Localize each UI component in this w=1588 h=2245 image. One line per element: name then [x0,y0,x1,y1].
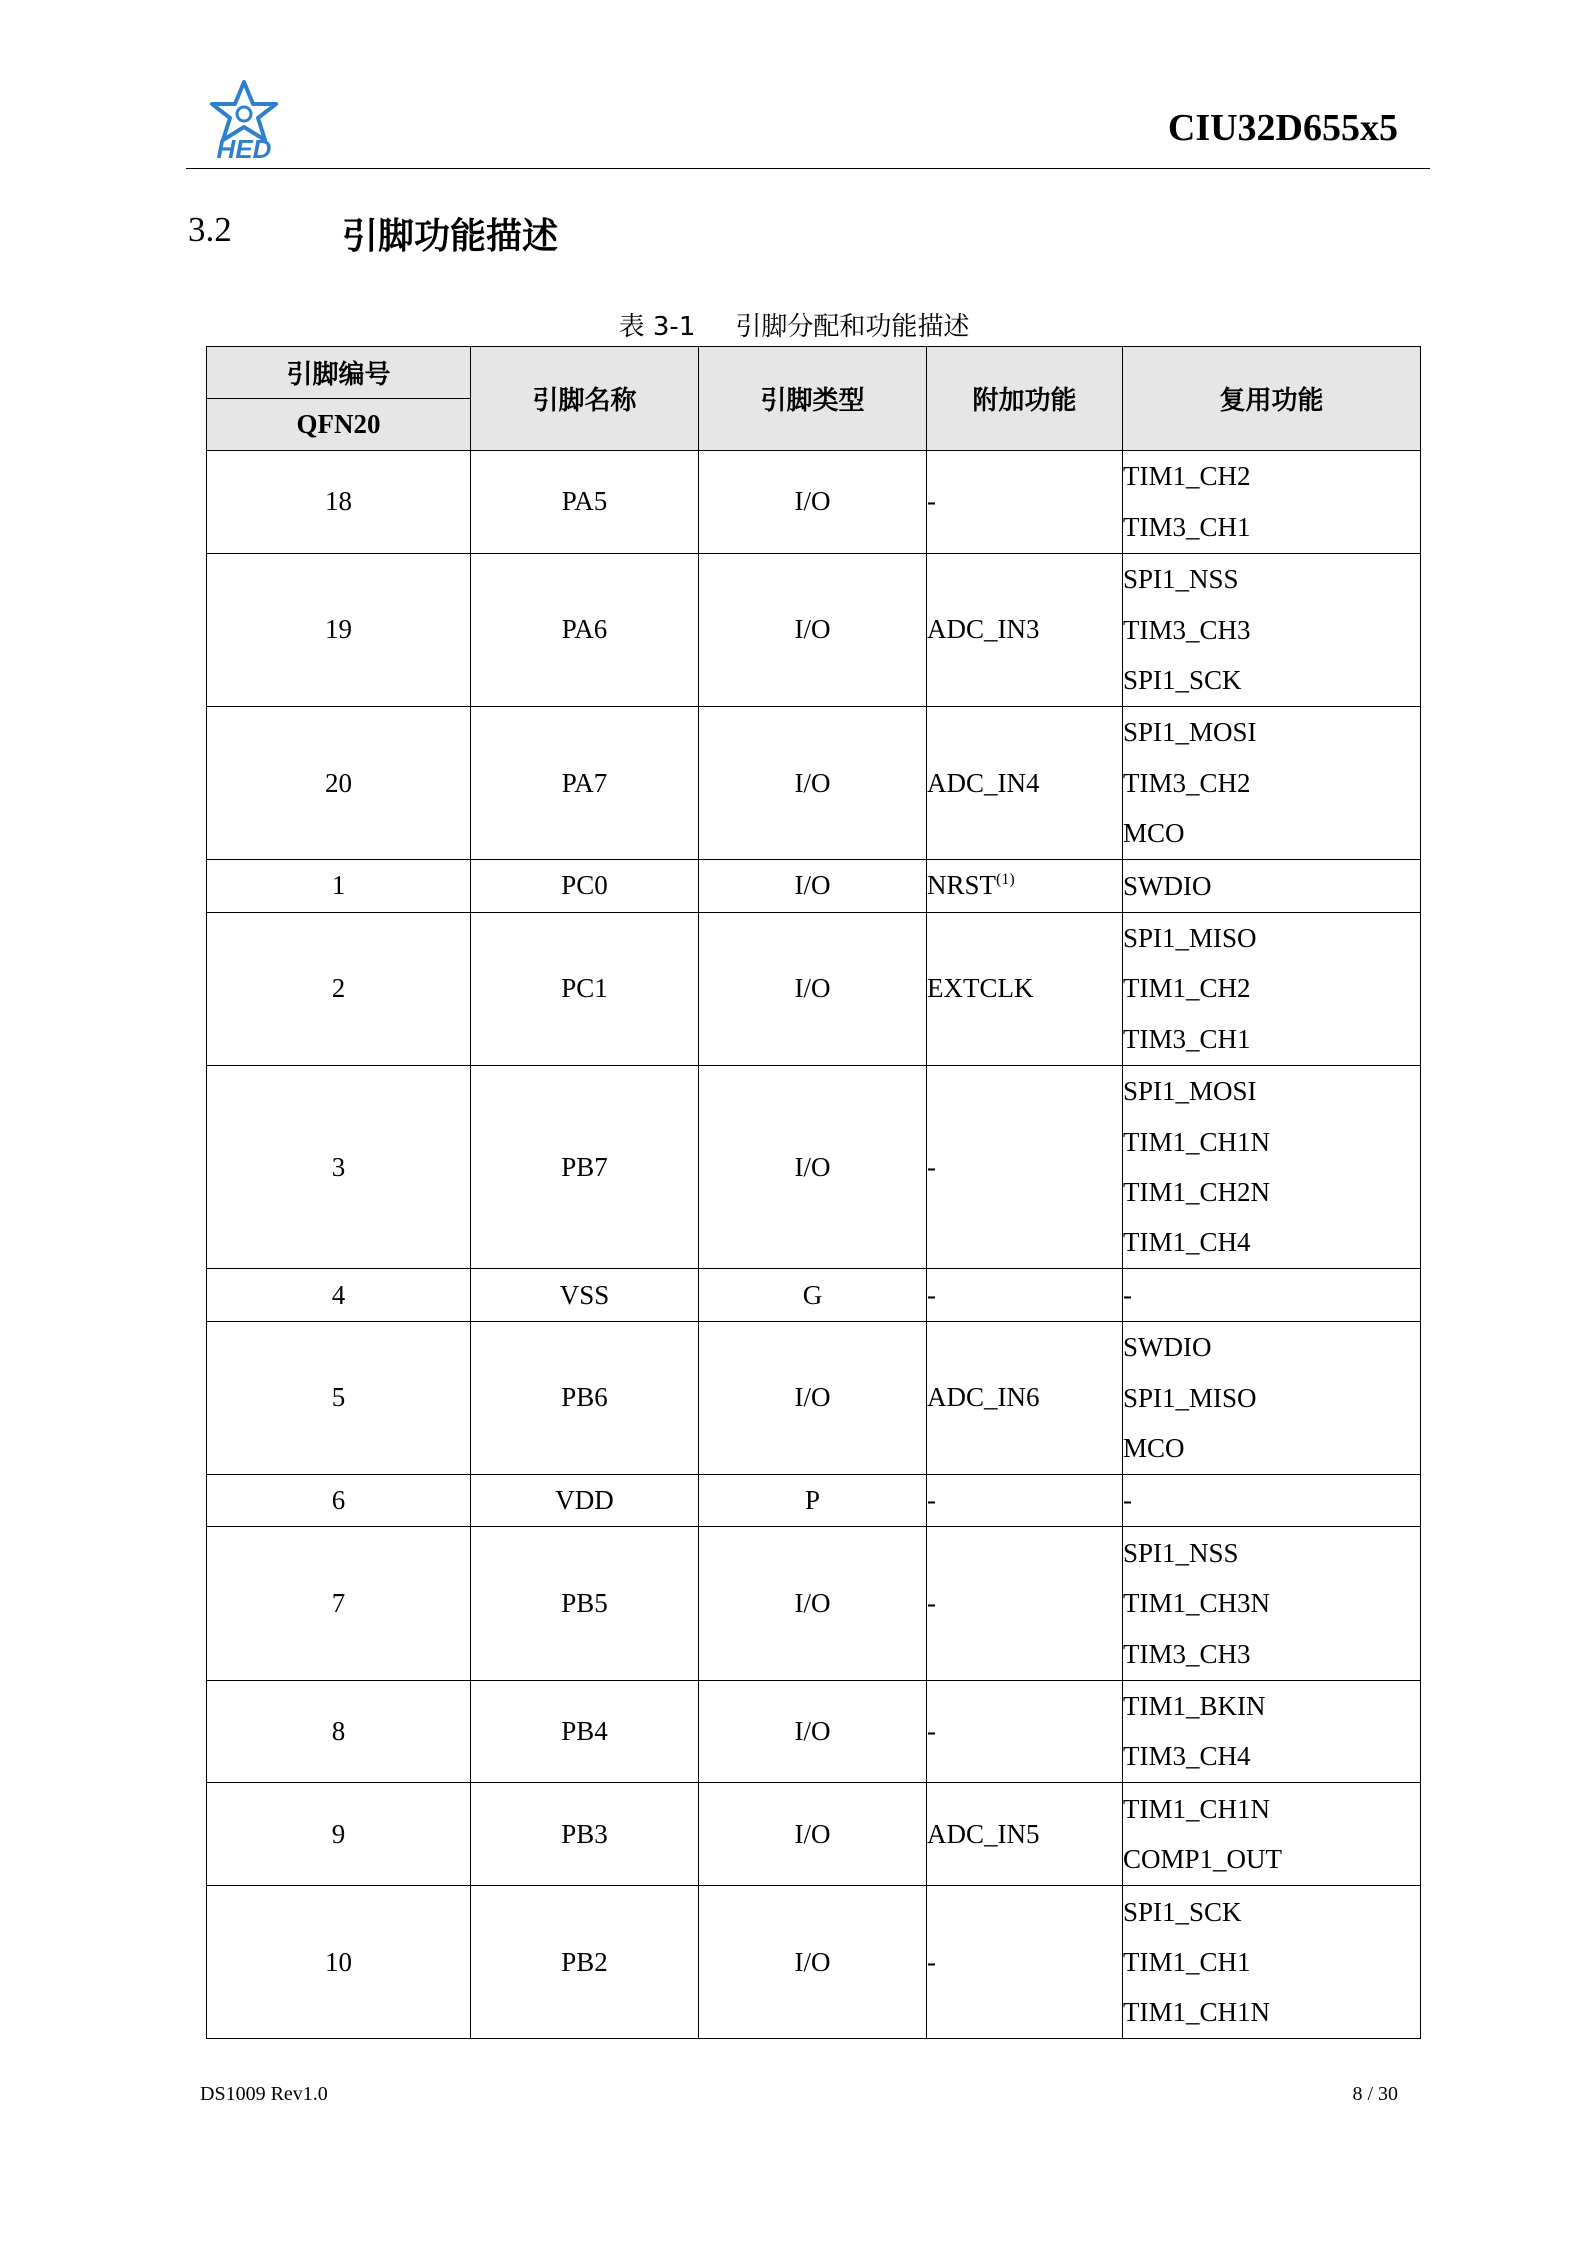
cell-pin-type: I/O [699,553,927,706]
alternate-function-item: TIM1_CH1 [1123,1946,1251,1977]
cell-pin-name: PB5 [471,1527,699,1680]
pin-rows [207,451,1421,2039]
cell-additional-function [927,1065,1123,1269]
cell-alternate-function [1123,706,1421,859]
cell-pin-number: 19 [207,553,471,706]
cell-pin-number: 3 [207,1065,471,1269]
cell-alternate-function [1123,553,1421,706]
cell-alternate-function [1123,1680,1421,1783]
alternate-function-item: TIM1_CH2 [1123,973,1251,1004]
section-number: 3.2 [188,210,232,249]
alternate-function-item: TIM3_CH4 [1123,1741,1251,1772]
cell-pin-number: 10 [207,1886,471,2039]
header-pin-type: 引脚类型 [699,347,927,451]
cell-pin-number: 6 [207,1474,471,1526]
additional-function-text: - [927,1715,936,1746]
cell-pin-name: VSS [471,1269,699,1321]
additional-function-text: - [927,1587,936,1618]
table-caption-title: 引脚分配和功能描述 [735,312,970,342]
header-alternate-function: 复用功能 [1123,347,1421,451]
alternate-function-item: SPI1_MOSI [1123,717,1257,748]
cell-alternate-function [1123,1269,1421,1321]
alternate-function-item: TIM1_CH1N [1123,1997,1270,2028]
cell-pin-number: 2 [207,912,471,1065]
cell-pin-number: 4 [207,1269,471,1321]
cell-pin-type: I/O [699,1321,927,1474]
pin-function-table [206,346,1421,2039]
cell-pin-number: 7 [207,1527,471,1680]
cell-pin-type: G [699,1269,927,1321]
alternate-function-item: TIM3_CH1 [1123,1023,1251,1054]
cell-pin-type: I/O [699,1783,927,1886]
cell-alternate-function [1123,1474,1421,1526]
cell-alternate-function [1123,451,1421,554]
table-row [207,1680,1421,1783]
alternate-function-item: COMP1_OUT [1123,1844,1283,1875]
table-row [207,1065,1421,1269]
cell-additional-function [927,1886,1123,2039]
header-additional-function: 附加功能 [927,347,1123,451]
table-row [207,1886,1421,2039]
logo-text: HED [216,134,272,162]
hed-logo [198,78,290,162]
cell-additional-function [927,1269,1123,1321]
alternate-function-item: SPI1_MISO [1123,923,1257,954]
table-row [207,1527,1421,1680]
cell-pin-name: PB3 [471,1783,699,1886]
cell-additional-function [927,860,1123,912]
cell-alternate-function [1123,1527,1421,1680]
alternate-function-item: SPI1_NSS [1123,564,1239,595]
cell-pin-type: I/O [699,706,927,859]
header-divider [186,168,1430,169]
cell-additional-function [927,1680,1123,1783]
cell-pin-number: 8 [207,1680,471,1783]
cell-additional-function [927,553,1123,706]
alternate-function-item: SPI1_MISO [1123,1382,1257,1413]
alternate-function-item: SPI1_MOSI [1123,1076,1257,1107]
cell-pin-type: P [699,1474,927,1526]
cell-pin-type: I/O [699,860,927,912]
cell-pin-number: 9 [207,1783,471,1886]
cell-additional-function [927,706,1123,859]
cell-pin-name: PB4 [471,1680,699,1783]
alternate-function-item: TIM1_CH2N [1123,1177,1270,1208]
additional-function-text: - [927,1485,936,1516]
additional-function-text: ADC_IN4 [927,767,1040,798]
additional-function-text: NRST [927,870,997,901]
cell-pin-name: PB7 [471,1065,699,1269]
alternate-function-item: SWDIO [1123,870,1212,901]
alternate-function-item: SPI1_SCK [1123,665,1242,696]
cell-pin-type: I/O [699,1680,927,1783]
cell-additional-function [927,1527,1123,1680]
cell-pin-name: PB2 [471,1886,699,2039]
cell-pin-number: 5 [207,1321,471,1474]
header-pin-name: 引脚名称 [471,347,699,451]
alternate-function-item: - [1123,1485,1132,1516]
cell-alternate-function [1123,912,1421,1065]
cell-additional-function [927,912,1123,1065]
table-row [207,912,1421,1065]
alternate-function-item: - [1123,1279,1132,1310]
cell-additional-function [927,1474,1123,1526]
cell-pin-number: 20 [207,706,471,859]
alternate-function-item: TIM3_CH1 [1123,511,1251,542]
header-pin-number: 引脚编号 [207,347,471,399]
table-row [207,1321,1421,1474]
cell-pin-type: I/O [699,1527,927,1680]
alternate-function-item: TIM3_CH2 [1123,767,1251,798]
cell-alternate-function [1123,860,1421,912]
additional-function-text: ADC_IN3 [927,614,1040,645]
alternate-function-item: TIM1_CH2 [1123,461,1251,492]
footer-doc-ref: DS1009 Rev1.0 [200,2083,328,2105]
header-package: QFN20 [207,399,471,451]
cell-additional-function [927,451,1123,554]
cell-additional-function [927,1783,1123,1886]
alternate-function-item: SPI1_SCK [1123,1896,1242,1927]
footer-page-number: 8 / 30 [1352,2083,1398,2105]
table-row [207,1269,1421,1321]
cell-pin-number: 1 [207,860,471,912]
cell-alternate-function [1123,1065,1421,1269]
cell-pin-name: PA7 [471,706,699,859]
cell-pin-name: PA5 [471,451,699,554]
alternate-function-item: MCO [1123,818,1185,849]
alternate-function-item: TIM1_CH4 [1123,1227,1251,1258]
additional-function-text: - [927,1946,936,1977]
cell-pin-number: 18 [207,451,471,554]
cell-pin-name: PC1 [471,912,699,1065]
table-row [207,451,1421,554]
alternate-function-item: TIM1_CH1N [1123,1126,1270,1157]
cell-alternate-function [1123,1321,1421,1474]
cell-pin-type: I/O [699,1886,927,2039]
cell-pin-type: I/O [699,912,927,1065]
alternate-function-item: SWDIO [1123,1332,1212,1363]
cell-pin-type: I/O [699,451,927,554]
alternate-function-item: TIM1_CH1N [1123,1793,1270,1824]
additional-function-text: ADC_IN5 [927,1818,1040,1849]
alternate-function-item: TIM3_CH3 [1123,1638,1251,1669]
alternate-function-item: TIM3_CH3 [1123,614,1251,645]
cell-pin-name: VDD [471,1474,699,1526]
table-row [207,1474,1421,1526]
alternate-function-item: SPI1_NSS [1123,1537,1239,1568]
alternate-function-item: TIM1_BKIN [1123,1690,1266,1721]
additional-function-text: - [927,486,936,517]
table-row [207,1783,1421,1886]
cell-alternate-function [1123,1783,1421,1886]
alternate-function-item: MCO [1123,1433,1185,1464]
additional-function-text: ADC_IN6 [927,1382,1040,1413]
cell-pin-name: PB6 [471,1321,699,1474]
cell-alternate-function [1123,1886,1421,2039]
cell-additional-function [927,1321,1123,1474]
footnote-marker: (1) [996,871,1015,889]
additional-function-text: EXTCLK [927,973,1034,1004]
document-id: CIU32D655x5 [1167,107,1398,149]
table-caption [0,306,1588,343]
section-title: 引脚功能描述 [342,216,559,257]
additional-function-text: - [927,1151,936,1182]
table-row [207,706,1421,859]
cell-pin-type: I/O [699,1065,927,1269]
alternate-function-item: TIM1_CH3N [1123,1588,1270,1619]
table-row [207,553,1421,706]
cell-pin-name: PC0 [471,860,699,912]
table-row [207,860,1421,912]
additional-function-text: - [927,1279,936,1310]
table-caption-label: 表 3-1 [618,312,696,342]
cell-pin-name: PA6 [471,553,699,706]
